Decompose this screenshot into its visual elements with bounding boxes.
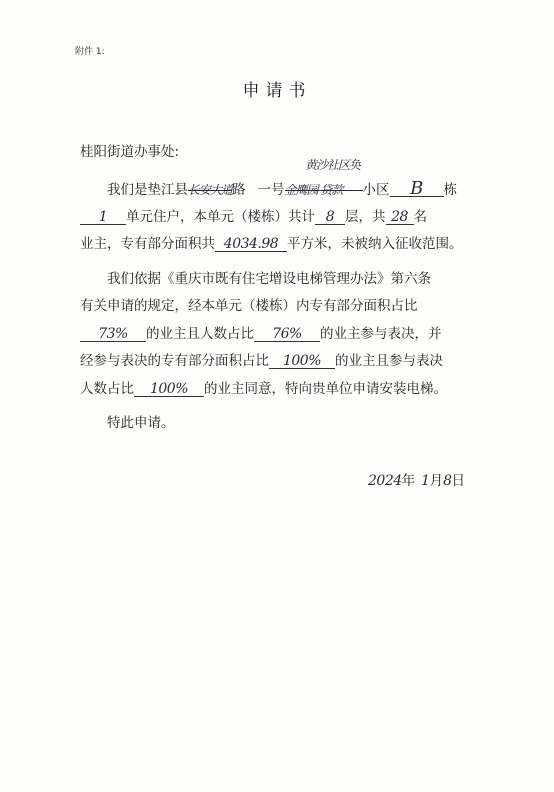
area-pct-blank: [80, 325, 146, 342]
text: 业主，专有部分面积共: [80, 236, 215, 252]
handwritten-unit: 1: [98, 209, 108, 225]
owners-blank: [386, 208, 414, 225]
handwritten-owners: 28: [391, 209, 408, 225]
text: 小区: [362, 182, 390, 198]
paragraph-2-line-3: [80, 325, 442, 343]
handwritten-note-above: 黄沙社区奂: [305, 158, 361, 172]
text: 平方米，未被纳入征收范围。: [287, 236, 463, 252]
handwritten-day: 8: [443, 473, 452, 489]
text: 路: [232, 182, 246, 198]
year-label: 年: [401, 473, 416, 489]
floors-blank: [315, 208, 345, 225]
text: 的业主参与表决，并: [320, 326, 442, 342]
people-pct-blank: [254, 325, 320, 342]
handwritten-month: 1: [421, 473, 430, 489]
paragraph-2-line-1: 我们依据《重庆市既有住宅增设电梯管理办法》第六条: [107, 271, 431, 287]
text: 层，共: [345, 209, 386, 225]
unit-blank: [80, 208, 126, 225]
page-title: 申请书: [242, 81, 312, 101]
handwritten-year: 2024: [368, 473, 402, 489]
day-label: 日: [451, 473, 465, 489]
date-line: [368, 472, 465, 490]
text: 的业主且参与表决: [335, 353, 443, 369]
text: 的业主且人数占比: [146, 326, 254, 342]
text: 名: [413, 209, 427, 225]
text: 单元住户，本单元（楼栋）共计: [126, 209, 315, 225]
text: 我们是垫江县: [107, 182, 188, 198]
handwritten-area: 4034.98: [223, 236, 279, 252]
handwritten-road: 长安大道: [188, 183, 233, 197]
handwritten-area-pct: 73%: [98, 326, 128, 342]
handwritten-building: B: [410, 178, 423, 199]
closing: 特此申请。: [107, 415, 175, 431]
text: 一号: [257, 182, 285, 198]
text: 人数占比: [80, 381, 134, 397]
attachment-label: 附件 1:: [75, 47, 105, 57]
addressee: 桂阳街道办事处:: [80, 144, 180, 160]
text: 的业主同意，特向贵单位申请安装电梯。: [204, 381, 447, 397]
paragraph-2-line-5: [80, 380, 447, 398]
paragraph-1-line-3: [80, 235, 463, 253]
handwritten-vote-people-pct: 100%: [149, 381, 189, 397]
building-blank: [390, 180, 444, 197]
paragraph-1-line-1: [107, 180, 457, 199]
handwritten-vote-area-pct: 100%: [282, 353, 322, 369]
month-label: 月: [429, 473, 444, 489]
paragraph-2-line-4: [80, 352, 443, 370]
vote-area-pct-blank: [269, 352, 335, 369]
handwritten-community: 金鹰园 贷款: [285, 181, 363, 199]
handwritten-floors: 8: [325, 209, 335, 225]
paragraph-2-line-2: 有关申请的规定，经本单元（楼栋）内专有部分面积占比: [80, 298, 418, 314]
paragraph-1-line-2: [80, 208, 427, 226]
handwritten-people-pct: 76%: [272, 326, 302, 342]
text: 经参与表决的专有部分面积占比: [80, 353, 269, 369]
vote-people-pct-blank: [134, 380, 204, 397]
area-blank: [215, 235, 287, 252]
text: 栋: [443, 182, 458, 198]
